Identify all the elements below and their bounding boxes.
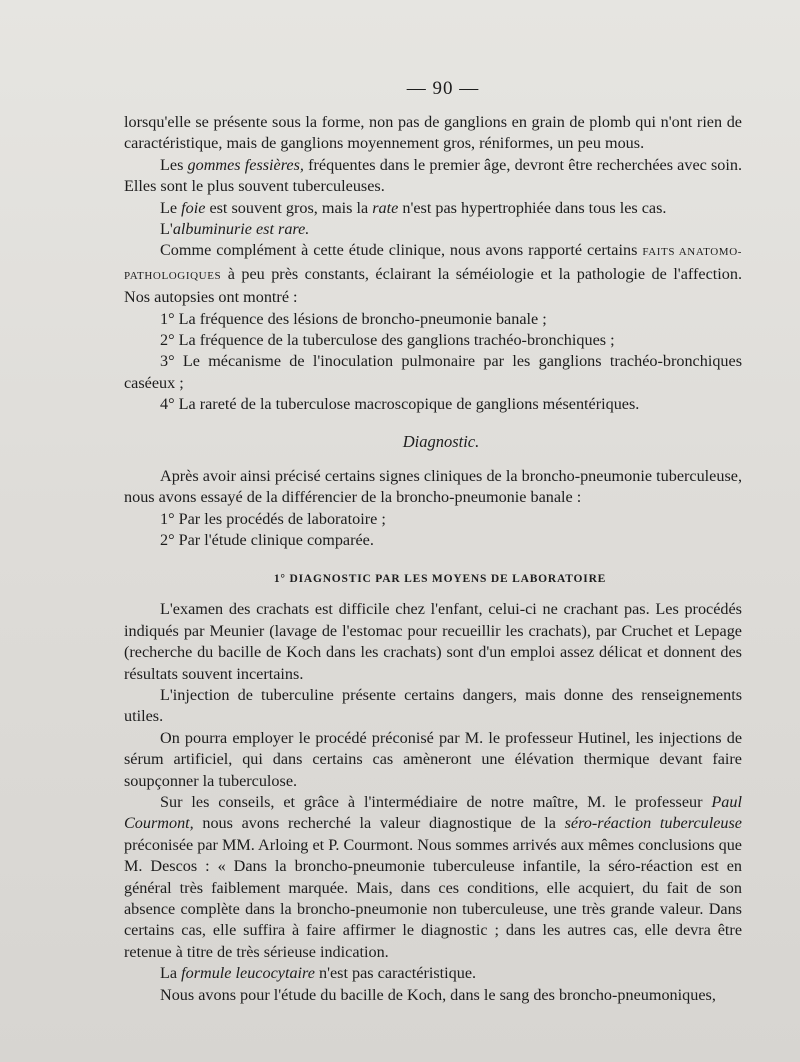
paragraph-crachats: L'examen des crachats est difficile chez l'enfant, celui-ci ne crachant pas. Les procédés indiqués par Meunier (lavage de l'estomac pour recueillir les crachats), par Cruchet et Lepage (recherche du bacille de Koch dans les crachats) sont d'un emploi assez délicat et donnent des résultats souvent incertains. xyxy=(124,600,742,683)
paragraph-tuberculine: L'injection de tuberculine présente certains dangers, mais donne des renseignements utiles. xyxy=(124,685,742,726)
paragraph-hutinel: On pourra employer le procédé préconisé par M. le professeur Hutinel, les injections de sérum artificiel, qui dans certains cas amèneront une élévation thermique devant faire soupçonner la tuberculose. xyxy=(124,728,742,790)
paragraph-albuminurie: L'albuminurie est rare. xyxy=(160,220,310,239)
finding-item: 1° La fréquence des lésions de broncho-pneumonie banale ; xyxy=(160,309,547,328)
paragraph-bacille: Nous avons pour l'étude du bacille de Koch, dans le sang des broncho-pneumoniques, xyxy=(160,985,716,1004)
finding-item: 4° La rareté de la tuberculose macroscopique de ganglions mésentériques. xyxy=(160,395,640,414)
subsection-heading: 1° DIAGNOSTIC PAR LES MOYENS DE LABORATOIRE xyxy=(273,573,607,586)
finding-item: 3° Le mécanisme de l'inoculation pulmonaire par les ganglions trachéo-bronchiques caséeux ; xyxy=(124,352,742,392)
page-number: — 90 — xyxy=(406,78,480,99)
paragraph-foie: Le foie est souvent gros, mais la rate n'est pas hypertrophiée dans tous les cas. xyxy=(160,198,667,217)
diagnostic-intro: Après avoir ainsi précisé certains signes cliniques de la broncho-pneumonie tuberculeuse, nous avons essayé de la différencier de la broncho-pneumonie banale : xyxy=(124,466,742,507)
paragraph-continuation: lorsqu'elle se présente sous la forme, non pas de ganglions en grain de plomb qui n'ont rien de caractéristique, mais de ganglions moyennement gros, réniformes, un peu mous. xyxy=(124,113,742,153)
paragraph-courmont: Sur les conseils, et grâce à l'intermédiaire de notre maître, M. le professeur Paul Courmont, nous avons recherché la valeur diagnostique de la séro-réaction tuberculeuse préconisée par MM. Arloing et P. Courmont. Nous sommes arrivés aux mêmes conclusions que M. Descos : « Dans la broncho-pneumonie tuberculeuse infantile, la séro-réaction est en général très faiblement marquée. Mais, dans ces conditions, elle acquiert, du fait de son absence complète dans la broncho-pneumonie non tuberculeuse, une très grande valeur. Dans certains cas, elle suffira à faire affirmer le diagnostic ; dans les autres cas, elle devra être retenue à titre de très sérieuse indication. xyxy=(124,792,742,961)
method-item: 2° Par l'étude clinique comparée. xyxy=(160,530,374,549)
paragraph-complement: Comme complément à cette étude clinique, nous avons rapporté certains FAITS ANATOMO-PATHOLOGIQUES à peu près constants, éclairant la séméiologie et la pathologie de l'affection. Nos autopsies ont montré : xyxy=(124,241,742,307)
method-item: 1° Par les procédés de laboratoire ; xyxy=(160,509,386,528)
section-heading: Diagnostic. xyxy=(402,431,480,451)
finding-item: 2° La fréquence de la tuberculose des ganglions trachéo-bronchiques ; xyxy=(160,331,615,350)
diagnostic-intro-block xyxy=(124,466,742,552)
body-text-bottom xyxy=(124,599,742,1006)
paragraph-gommes: Les gommes fessières, fréquentes dans le premier âge, devront être recherchées avec soin. Elles sont le plus souvent tuberculeuses. xyxy=(124,155,743,196)
paragraph-leucocytaire: La formule leucocytaire n'est pas caractéristique. xyxy=(160,964,477,983)
body-text-top xyxy=(124,112,742,416)
